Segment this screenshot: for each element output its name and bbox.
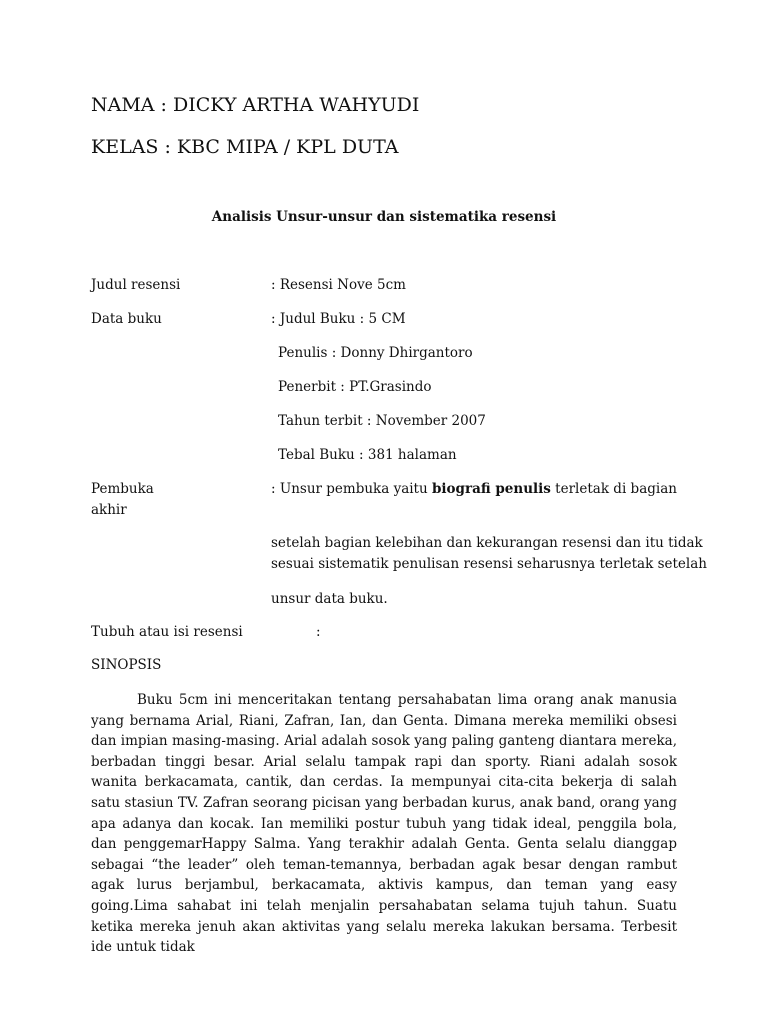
judul-resensi-value: : Resensi Nove 5cm	[271, 277, 406, 293]
judul-resensi-label: Judul resensi	[91, 277, 181, 293]
tubuh-colon: :	[316, 624, 321, 640]
pembuka-bold: biografi penulis	[431, 481, 551, 497]
data-buku-tahun: Tahun terbit : November 2007	[278, 413, 486, 429]
data-buku-penulis: Penulis : Donny Dhirgantoro	[278, 345, 473, 361]
data-buku-tebal: Tebal Buku : 381 halaman	[278, 447, 457, 463]
student-class: KELAS : KBC MIPA / KPL DUTA	[91, 136, 399, 158]
pembuka-value	[271, 481, 677, 497]
pembuka-label: Pembuka	[91, 481, 154, 497]
document-title: Analisis Unsur-unsur dan sistematika resensi	[211, 209, 557, 225]
pembuka-prefix: : Unsur pembuka yaitu	[271, 481, 432, 497]
data-buku-penerbit: Penerbit : PT.Grasindo	[278, 379, 432, 395]
pembuka-continuation-2: sesuai sistematik penulisan resensi seharusnya terletak setelah	[271, 556, 707, 572]
pembuka-continuation-3: unsur data buku.	[271, 591, 388, 607]
sinopsis-paragraph: Buku 5cm ini menceritakan tentang persahabatan lima orang anak manusia yang bernama Arial, Riani, Zafran, Ian, dan Genta. Dimana mereka memiliki obsesi dan impian masing-masing. Arial adalah sosok yang paling ganteng diantara mereka, berbadan tinggi besar. Arial selalu tampak rapi dan sporty. Riani adalah sosok wanita berkacamata, cantik, dan cerdas. Ia mempunyai cita-cita bekerja di salah satu stasiun TV. Zafran seorang picisan yang berbadan kurus, anak band, orang yang apa adanya dan kocak. Ian memiliki postur tubuh yang tidak ideal, penggila bola, dan penggemarHappy Salma. Yang terakhir adalah Genta. Genta selalu dianggap sebagai “the leader” oleh teman-temannya, berbadan agak besar dengan rambut agak lurus berjambul, berkacamata, aktivis kampus, dan teman yang easy going.Lima sahabat ini telah menjalin persahabatan selama tujuh tahun. Suatu ketika mereka jenuh akan aktivitas yang selalu mereka lakukan bersama. Terbesit ide untuk tidak	[91, 692, 677, 956]
pembuka-continuation-1: setelah bagian kelebihan dan kekurangan resensi dan itu tidak	[271, 535, 703, 551]
pembuka-label-akhir: akhir	[91, 502, 127, 518]
sinopsis-heading: SINOPSIS	[91, 657, 162, 673]
tubuh-label: Tubuh atau isi resensi	[91, 624, 243, 640]
data-buku-judul: : Judul Buku : 5 CM	[271, 311, 406, 327]
data-buku-label: Data buku	[91, 311, 162, 327]
student-name: NAMA : DICKY ARTHA WAHYUDI	[91, 94, 420, 116]
pembuka-suffix: terletak di bagian	[550, 481, 677, 497]
